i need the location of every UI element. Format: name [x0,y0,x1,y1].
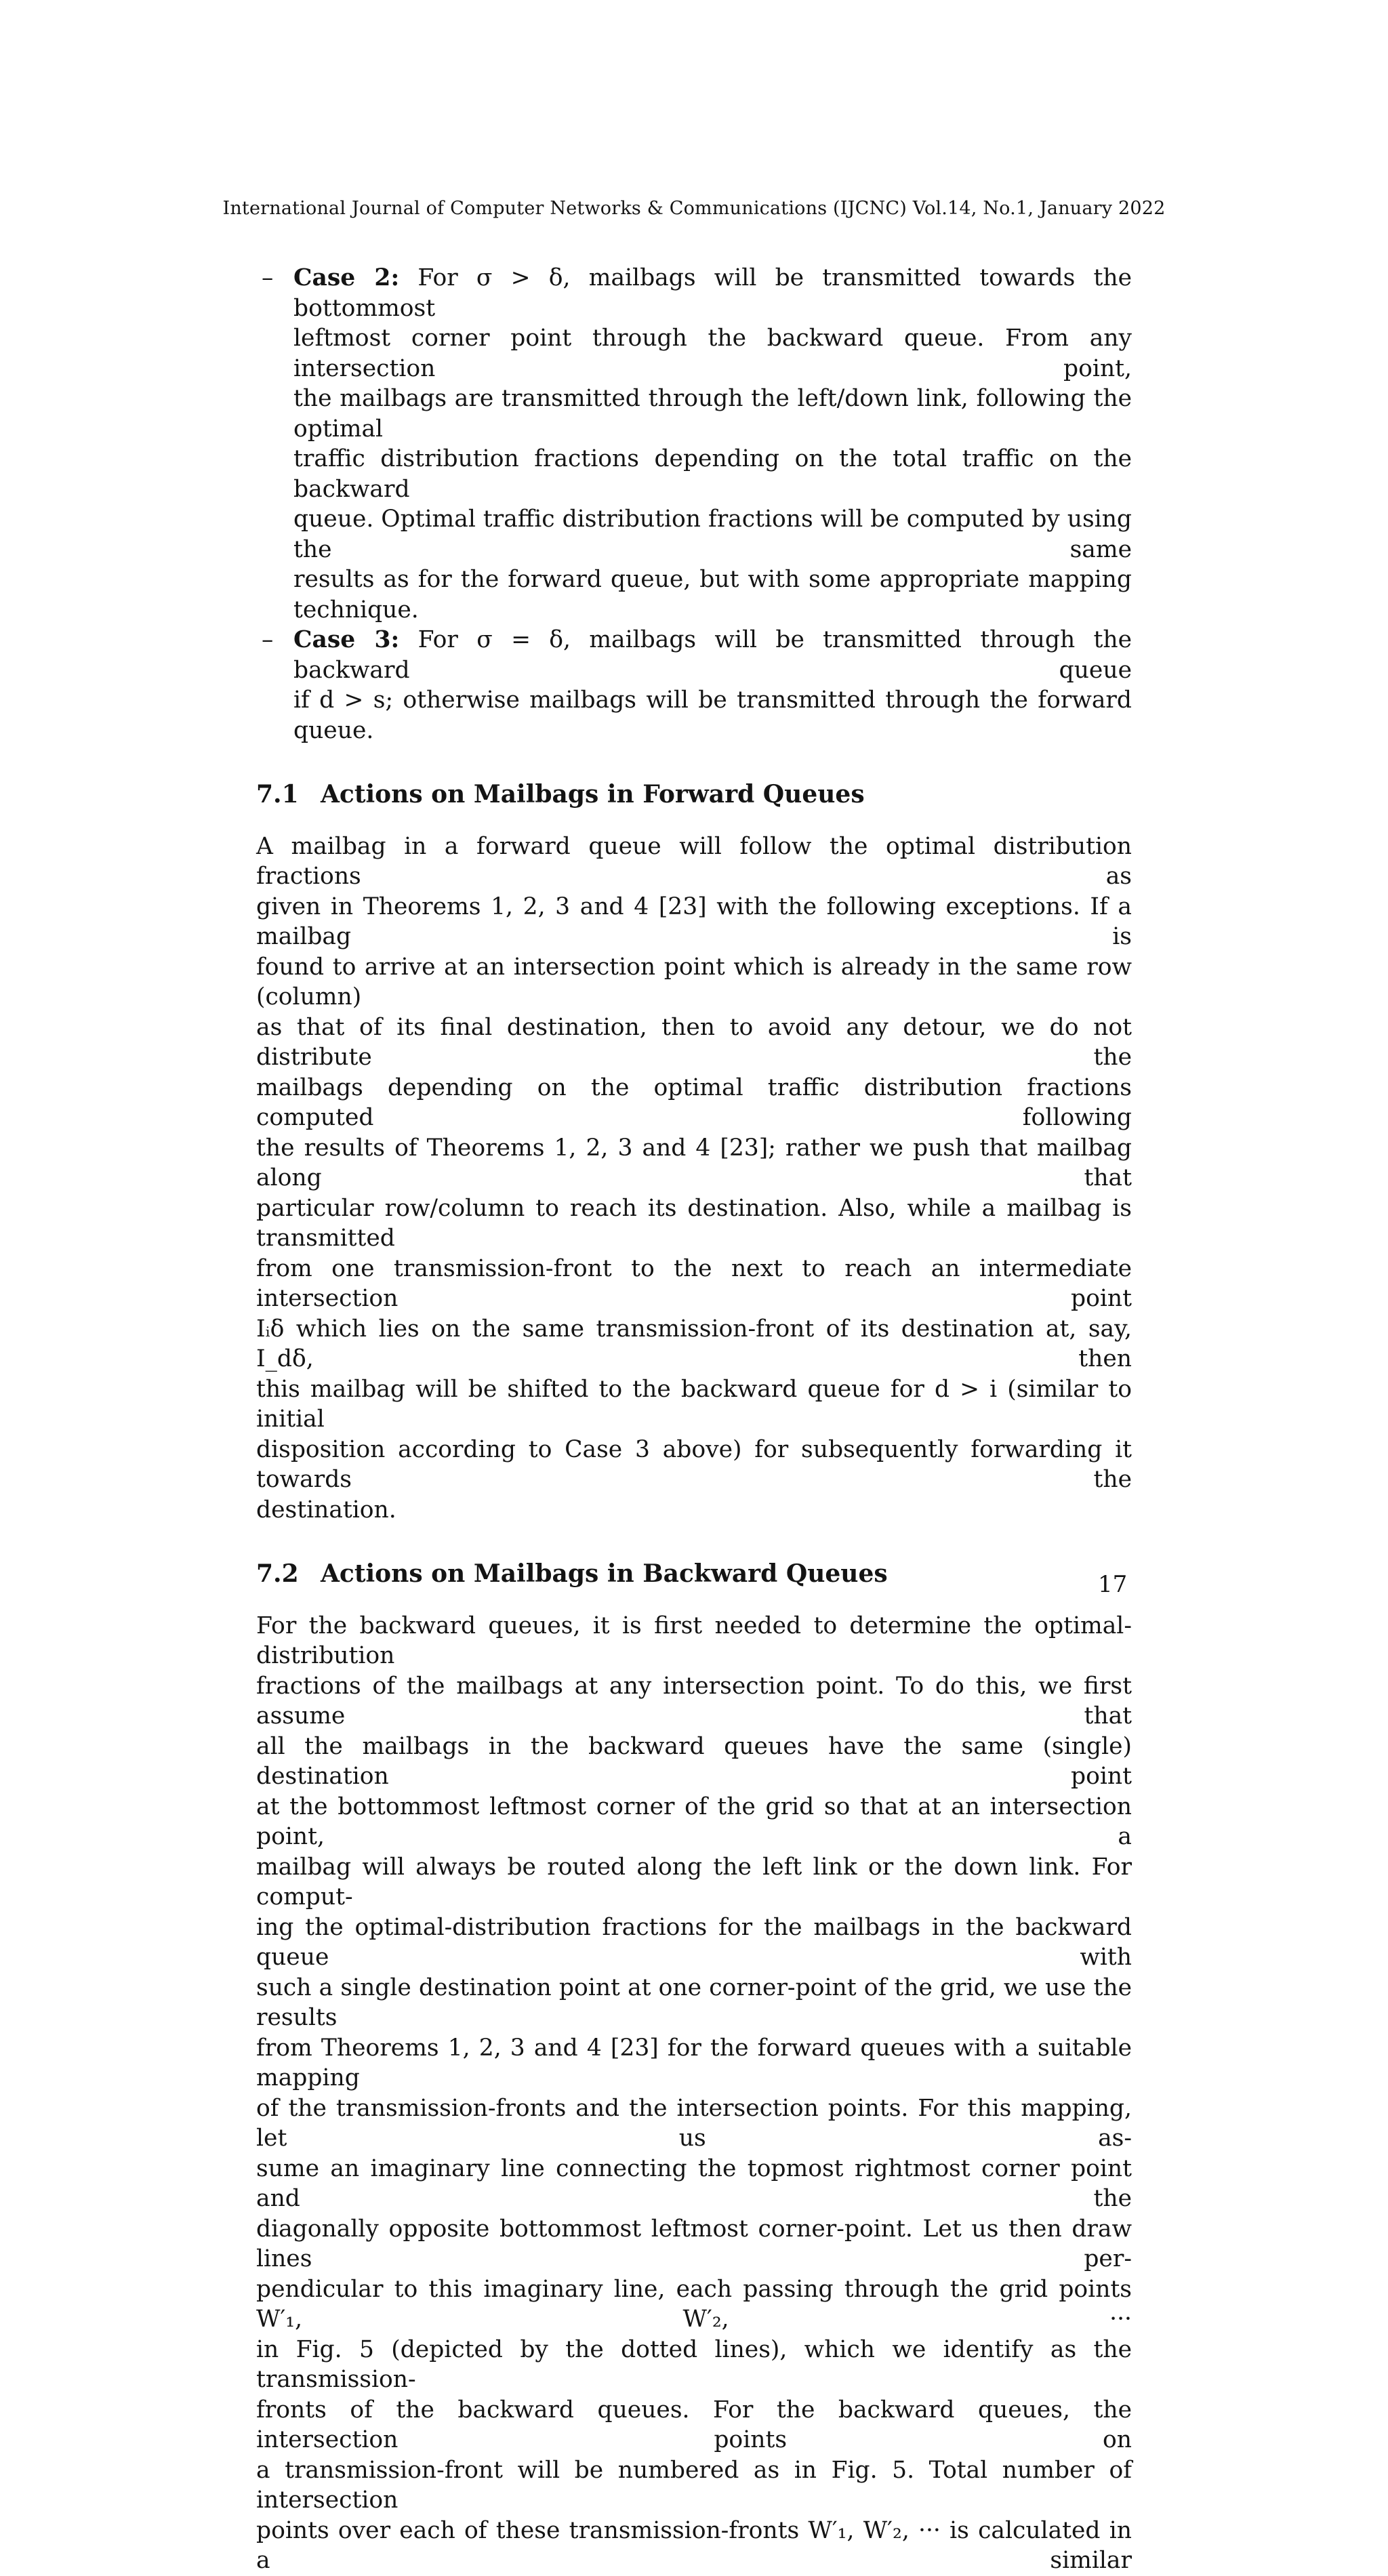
section-number: 7.2 [256,1559,299,1588]
text-line: the results of Theorems 1, 2, 3 and 4 [23]; rather we push that mailbag along that [256,1134,1132,1191]
text-line: diagonally opposite bottommost leftmost corner-point. Let us then draw lines per- [256,2215,1132,2272]
text-line: traffic distribution fractions depending on the total traffic on the backward [293,445,1132,503]
text-line: Iᵢδ which lies on the same transmission-front of its destination at, say, I_dδ, then [256,1315,1132,1372]
section-7-2-paragraph [256,1611,1132,2576]
text-line: fractions of the mailbags at any intersection point. To do this, we first assume that [256,1672,1132,1730]
text-line: at the bottommost leftmost corner of the grid so that at an intersection point, a [256,1793,1132,1850]
section-number: 7.1 [256,780,299,809]
text-line: from Theorems 1, 2, 3 and 4 [23] for the forward queues with a suitable mapping [256,2034,1132,2091]
text-line: if d > s; otherwise mailbags will be transmitted through the forward queue. [293,687,1132,744]
case-label: Case 2: [293,264,400,291]
section-title: Actions on Mailbags in Backward Queues [321,1559,888,1588]
text-line: disposition according to Case 3 above) for subsequently forwarding it towards the [256,1435,1132,1493]
case-3-item [256,625,1132,745]
section-title: Actions on Mailbags in Forward Queues [321,780,865,809]
text-line: mailbags depending on the optimal traffic distribution fractions computed following [256,1074,1132,1131]
text-line: pendicular to this imaginary line, each passing through the grid points W′₁, W′₂, ··· [256,2275,1132,2333]
case-2-item [256,263,1132,625]
text-line: leftmost corner point through the backward queue. From any intersection point, [293,325,1132,382]
text-line: in Fig. 5 (depicted by the dotted lines), which we identify as the transmission- [256,2335,1132,2393]
text-line: the mailbags are transmitted through the left/down link, following the optimal [293,385,1132,443]
text-line: sume an imaginary line connecting the topmost rightmost corner point and the [256,2154,1132,2212]
text-line: A mailbag in a forward queue will follow the optimal distribution fractions as [256,832,1132,890]
text-line: results as for the forward queue, but with some appropriate mapping technique. [293,566,1132,623]
page-number: 17 [1098,1571,1128,1598]
list-dash: – [262,264,274,291]
running-header: International Journal of Computer Networks & Communications (IJCNC) Vol.14, No.1, January 2022 [222,198,1166,219]
text-line: of the transmission-fronts and the intersection points. For this mapping, let us as- [256,2094,1132,2152]
section-heading-7-2 [256,1559,1132,1589]
text-line: destination. [256,1496,396,1524]
text-line: queue. Optimal traffic distribution fractions will be computed by using the same [293,506,1132,563]
text-line: a transmission-front will be numbered as in Fig. 5. Total number of intersection [256,2456,1132,2514]
text-line: given in Theorems 1, 2, 3 and 4 [23] with the following exceptions. If a mailbag is [256,893,1132,950]
text-line: this mailbag will be shifted to the backward queue for d > i (similar to initial [256,1375,1132,1433]
text-line: Case 2: For σ > δ, mailbags will be transmitted towards the bottommost [293,264,1132,322]
section-heading-7-1 [256,779,1132,810]
list-dash: – [262,626,274,653]
text-line: mailbag will always be routed along the left link or the down link. For comput- [256,1853,1132,1910]
body-content [256,263,1132,2576]
text-line: from one transmission-front to the next to reach an intermediate intersection point [256,1254,1132,1312]
text-line: Case 3: For σ = δ, mailbags will be transmitted through the backward queue [293,626,1132,684]
text-line: particular row/column to reach its destination. Also, while a mailbag is transmitted [256,1194,1132,1252]
case-label: Case 3: [293,626,400,653]
text-line: found to arrive at an intersection point which is already in the same row (column) [256,953,1132,1010]
text-line: fronts of the backward queues. For the backward queues, the intersection points on [256,2396,1132,2453]
text-line: points over each of these transmission-fronts W′₁, W′₂, ··· is calculated in a similar [256,2516,1132,2574]
text-line: all the mailbags in the backward queues have the same (single) destination point [256,1732,1132,1790]
text-line: such a single destination point at one corner-point of the grid, we use the results [256,1974,1132,2031]
text-line: For the backward queues, it is first needed to determine the optimal-distribution [256,1612,1132,1669]
text-line: as that of its final destination, then to avoid any detour, we do not distribute the [256,1013,1132,1071]
text-line: ing the optimal-distribution fractions for the mailbags in the backward queue with [256,1913,1132,1971]
section-7-1-paragraph [256,832,1132,1526]
